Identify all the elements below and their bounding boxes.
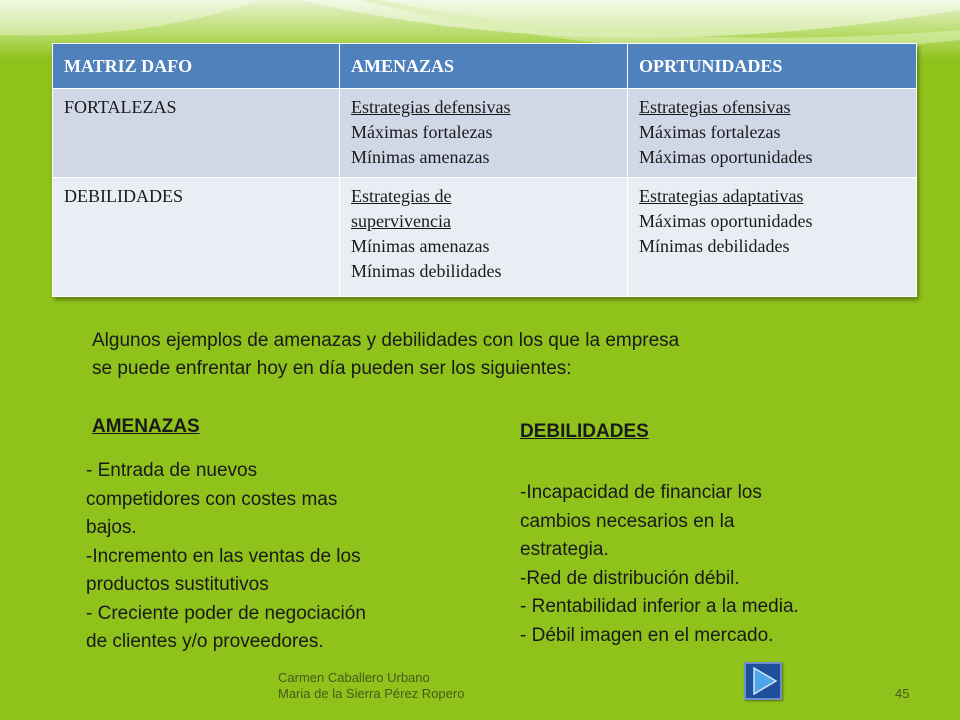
debilidades-list [520, 479, 900, 650]
row-label-fortalezas: FORTALEZAS [53, 89, 340, 178]
cell-estrategias-ofensivas [628, 89, 917, 178]
intro-line: Algunos ejemplos de amenazas y debilidades con los que la empresa [92, 330, 680, 351]
cell-estrategias-adaptativas [628, 178, 917, 297]
list-line: -Incapacidad de financiar los [520, 482, 762, 503]
list-line: - Entrada de nuevos [86, 460, 258, 481]
footer-authors [278, 670, 464, 702]
amenazas-heading: AMENAZAS [92, 416, 200, 437]
cell-line: Máximas fortalezas [351, 122, 493, 142]
cell-line: Mínimas amenazas [351, 147, 490, 167]
header-oportunidades: OPRTUNIDADES [628, 44, 917, 89]
dafo-matrix-table [52, 43, 917, 297]
play-next-icon [746, 664, 780, 698]
cell-estrategias-defensivas [340, 89, 628, 178]
cell-title: Estrategias adaptativas [639, 186, 804, 206]
cell-line: Máximas oportunidades [639, 211, 813, 231]
cell-title: Estrategias de [351, 186, 452, 206]
cell-estrategias-supervivencia [340, 178, 628, 297]
table-header-row [53, 44, 917, 89]
cell-title: Estrategias defensivas [351, 97, 511, 117]
row-label-debilidades: DEBILIDADES [53, 178, 340, 297]
list-line: bajos. [86, 517, 137, 538]
intro-line: se puede enfrentar hoy en día pueden ser los siguientes: [92, 358, 572, 379]
list-line: de clientes y/o proveedores. [86, 631, 324, 652]
next-slide-button[interactable] [744, 662, 782, 700]
list-line: productos sustitutivos [86, 574, 269, 595]
list-line: -Red de distribución débil. [520, 567, 740, 589]
list-line: - Rentabilidad inferior a la media. [520, 596, 799, 617]
list-line: - Débil imagen en el mercado. [520, 624, 774, 646]
table-row [53, 178, 917, 297]
list-line: cambios necesarios en la [520, 510, 735, 532]
cell-line: Mínimas amenazas [351, 236, 490, 256]
cell-line: Máximas oportunidades [639, 147, 813, 167]
page-number: 45 [895, 686, 910, 701]
cell-line: Máximas fortalezas [639, 122, 781, 142]
intro-paragraph [92, 327, 852, 383]
list-line: -Incremento en las ventas de los [86, 545, 361, 567]
list-line: estrategia. [520, 539, 609, 560]
footer-author: Maria de la Sierra Pérez Ropero [278, 686, 465, 701]
amenazas-list [86, 457, 456, 657]
cell-title: Estrategias ofensivas [639, 97, 791, 117]
cell-line: Mínimas debilidades [639, 236, 790, 256]
footer-author: Carmen Caballero Urbano [278, 670, 430, 685]
cell-line: Mínimas debilidades [351, 261, 502, 281]
header-matriz-dafo: MATRIZ DAFO [53, 44, 340, 89]
debilidades-heading: DEBILIDADES [520, 421, 649, 442]
cell-title: supervivencia [351, 211, 451, 231]
list-line: competidores con costes mas [86, 488, 338, 510]
list-line: - Creciente poder de negociación [86, 602, 366, 624]
table-row [53, 89, 917, 178]
header-amenazas: AMENAZAS [340, 44, 628, 89]
